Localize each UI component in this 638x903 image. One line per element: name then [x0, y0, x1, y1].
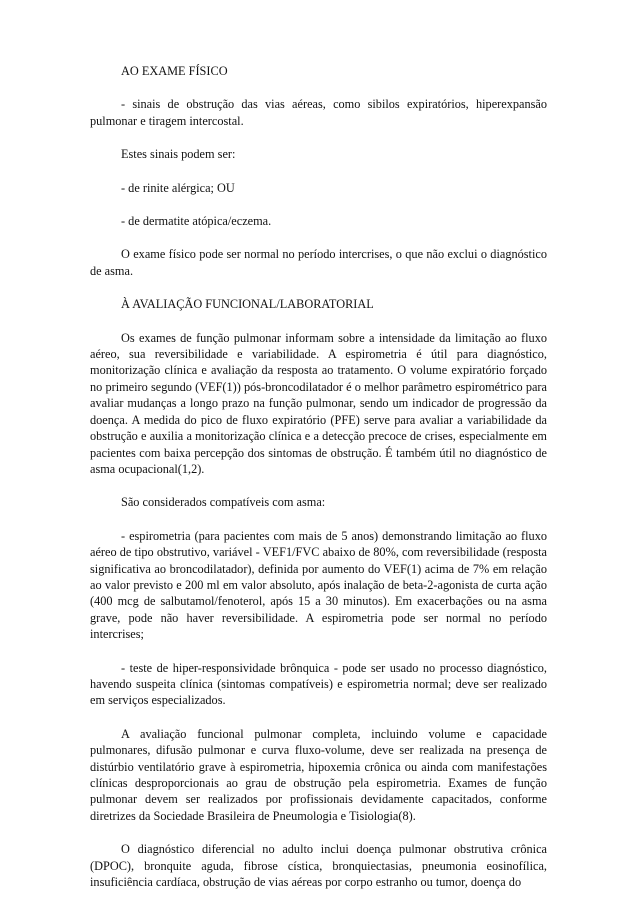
list-item-bronchial-test: - teste de hiper-responsividade brônquica - pode ser usado no processo diagnóstico, havendo suspeita clínica (sintomas compatíveis) e espirometria normal; deve ser realizado em serviços especializados. — [90, 660, 547, 708]
paragraph-normal-exam: O exame físico pode ser normal no período intercrises, o que não exclui o diagnóstico de asma. — [90, 247, 547, 278]
section-heading-functional-evaluation: À AVALIAÇÃO FUNCIONAL/LABORATORIAL — [121, 297, 374, 312]
list-item-spirometry: - espirometria (para pacientes com mais de 5 anos) demonstrando limitação ao fluxo aéreo de tipo obstrutivo, variável - VEF1/FVC abaixo de 80%, com reversibilidade (resposta significativa ao broncodilatador), definida por aumento do VEF(1) acima de 7% em relação ao valor previsto e 200 ml em valor absoluto, após inalação de beta-2-agonista de curta ação (400 mcg de salbutamol/fenoterol, após 15 a 30 minutos). Em exacerbações ou na asma grave, pode não haver reversibilidade. A espirometria pode ser normal no período intercrises; — [90, 528, 547, 642]
paragraph-complete-evaluation: A avaliação funcional pulmonar completa, incluindo volume e capacidade pulmonares, difusão pulmonar e curva fluxo-volume, deve ser realizada na presença de distúrbio ventilatório grave à espirometria, hipoxemia crônica ou ainda com manifestações clínicas desproporcionais ao grau de obstrução pela espirometria. Exames de função pulmonar devem ser realizados por profissionais devidamente capacitados, conforme diretrizes da Sociedade Brasileira de Pneumologia e Tisiologia(8). — [90, 726, 547, 823]
paragraph-differential-diagnosis: O diagnóstico diferencial no adulto inclui doença pulmonar obstrutiva crônica (DPOC), bronquite aguda, fibrose cística, bronquiectasias, pneumonia eosinofílica, insuficiência cardíaca, obstrução de vias aéreas por corpo estranho ou tumor, doença do — [90, 842, 547, 890]
list-item-atopic-dermatitis: - de dermatite atópica/eczema. — [121, 214, 272, 229]
paragraph-signs-intro: Estes sinais podem ser: — [121, 147, 236, 162]
paragraph-pulmonary-function: Os exames de função pulmonar informam sobre a intensidade da limitação ao fluxo aéreo, sua reversibilidade e variabilidade. A espirometria é útil para diagnóstico, monitorização clínica e avaliação da resposta ao tratamento. O volume expiratório forçado no primeiro segundo (VEF(1)) pós-broncodilatador é o melhor parâmetro espirométrico para avaliar mudanças a longo prazo na função pulmonar, sendo um indicador de progressão da doença. A medida do pico de fluxo expiratório (PFE) serve para avaliar a variabilidade da obstrução e auxilia a monitorização clínica e a detecção precoce de crises, especialmente em pacientes com baixa percepção dos sintomas de obstrução. É também útil no diagnóstico de asma ocupacional(1,2). — [90, 330, 547, 476]
document-page — [90, 63, 547, 890]
list-item-allergic-rhinitis: - de rinite alérgica; OU — [121, 180, 235, 195]
paragraph-compatible-criteria: São considerados compatíveis com asma: — [121, 495, 326, 510]
section-heading-physical-exam: AO EXAME FÍSICO — [121, 64, 228, 78]
paragraph-obstruction-signs: - sinais de obstrução das vias aéreas, como sibilos expiratórios, hiperexpansão pulmonar e tiragem intercostal. — [90, 97, 547, 128]
